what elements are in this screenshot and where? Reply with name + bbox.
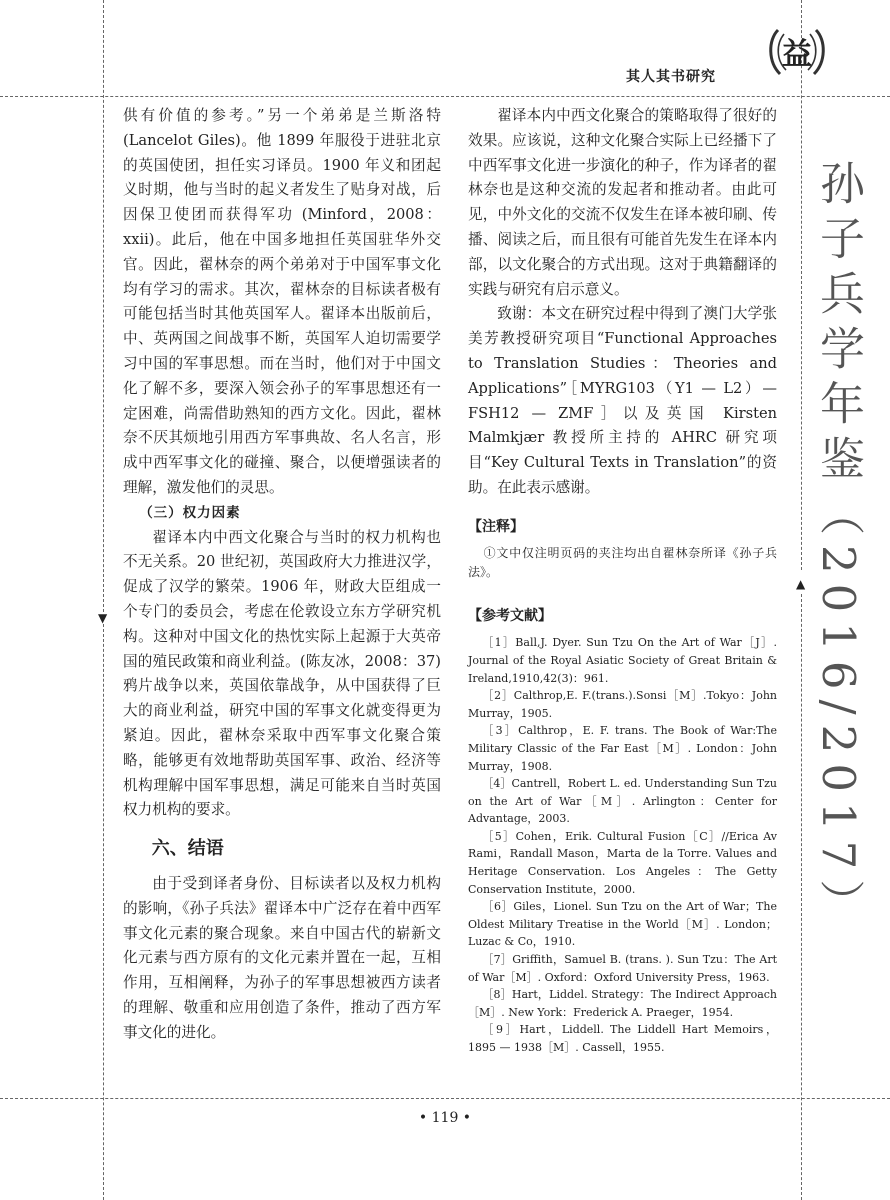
reference-item: ［8］Hart，Liddel. Strategy：The Indirect Approach［M］. New York：Frederick A. Praeger，1954.: [468, 988, 777, 1019]
header-dashed-rule: [0, 96, 890, 97]
reference-item: ［2］Calthrop,E. F.(trans.).Sonsi［M］.Tokyo：John Murray，1905.: [468, 689, 777, 720]
reference-item: ［9］Hart，Liddell. The Liddell Hart Memoirs，1895 — 1938［M］. Cassell，1955.: [468, 1023, 777, 1054]
right-text-column: [468, 104, 777, 1057]
reference-item: ［5］Cohen，Erik. Cultural Fusion［C］//Erica Av Rami，Randall Mason，Marta de la Torre. Values and Heritage Conservation. Los Angeles：The Getty Conservation Institute，2000.: [468, 829, 778, 896]
right-paragraph-1: 翟译本内中西文化聚合的策略取得了很好的效果。应该说，这种文化聚合实际上已经播下了中西军事文化进一步演化的种子，作为译者的翟林奈也是这种交流的发起者和推动者。由此可见，中外文化的交流不仅发生在译本被印刷、传播、阅读之后，而且很有可能首先发生在译本内部，以文化聚合的方式出现。这对于典籍翻译的实践与研究有启示意义。: [468, 107, 777, 298]
left-margin-dash-top: [103, 0, 104, 612]
subsection-heading-power-factors: （三）权力因素: [139, 504, 241, 521]
journal-seal-icon: [764, 22, 830, 80]
section-heading-conclusion: 六、结语: [151, 838, 224, 860]
journal-vertical-title: 孙子兵学年鉴（2016/2017）: [812, 160, 865, 935]
reference-item: ［7］Griffith，Samuel B. (trans. ). Sun Tzu：The Art of War［M］. Oxford：Oxford University Press，1963.: [468, 953, 778, 984]
left-paragraph-1: 供有价值的参考。”另一个弟弟是兰斯洛特(Lancelot Giles)。他 1899 年服役于进驻北京的英国使团，担任实习译员。1900 年义和团起义时期，他与当时的起义者发生了贴身对战，后因保卫使团而获得军功 (Minford，2008：xxii)。此后，他在中国多地担任英国驻华外交官。因此，翟林奈的两个弟弟对于中国军事文化均有学习的需求。其次，翟林奈的目标读者极有可能包括当时其他英国军人。翟译本出版前后，中、英两国之间战事不断，英国军人迫切需要学习中国的军事思想。而在当时，他们对于中国文化了解不多，要深入领会孙子的军事思想还有一定困难，尚需借助熟知的西方文化。因此，翟林奈不厌其烦地引用西方军事典故、名人名言，形成中西军事文化的碰撞、聚合，以便增强读者的理解，激发他们的灵思。: [123, 107, 441, 496]
left-text-column: [123, 104, 441, 1045]
acknowledgement-paragraph: 致谢：本文在研究过程中得到了澳门大学张美芳教授研究项目“Functional Approaches to Translation Studies：Theories and Applications”［MYRG103（Y1 — L2）— FSH12 — ZMF］以及英国 Kirsten Malmkjær 教授所主持的 AHRC 研究项目“Key Cultural Texts in Translation”的资助。在此表示感谢。: [468, 305, 777, 496]
left-paragraph-3: 由于受到译者身份、目标读者以及权力机构的影响，《孙子兵法》翟译本中广泛存在着中西军事文化元素的聚合现象。来自中国古代的崭新文化元素与西方原有的文化元素并置在一起，互相作用，互相阐释，为孙子的军事思想被西方读者的理解、敬重和应用创造了条件，推动了西方军事文化的进化。: [123, 874, 441, 1041]
left-paragraph-2: 翟译本内中西文化聚合与当时的权力机构也不无关系。20 世纪初，英国政府大力推进汉学，促成了汉学的繁荣。1906 年，财政大臣组成一个专门的委员会，考虑在伦敦设立东方学研究机构。这种对中国文化的热忱实际上起源于大英帝国的殖民政策和商业利益。(陈友冰，2008：37) 鸦片战争以来，英国依靠战争，从中国获得了巨大的商业利益，研究中国的军事文化就变得更为紧迫。因此，翟林奈采取中西军事文化聚合策略，能够更有效地帮助英国军事、政治、经济等机构理解中国军事思想，满足可能来自当时英国权力机构的要求。: [123, 528, 441, 819]
references-heading: 【参考文献】: [468, 607, 552, 624]
reference-item: ［3］Calthrop，E. F. trans. The Book of War:The Military Classic of the Far East［M］. London：John Murray，1908.: [468, 724, 777, 773]
notes-heading: 【注释】: [468, 518, 524, 535]
page-number: • 119 •: [418, 1110, 472, 1126]
reference-item: ［4］Cantrell，Robert L. ed. Understanding Sun Tzu on the Art of War［M］. Arlington：Center for Advantage，2003.: [468, 777, 777, 826]
running-title: 其人其书研究: [626, 69, 716, 85]
reference-item: ［6］Giles，Lionel. Sun Tzu on the Art of War；The Oldest Military Treatise in the World［M］. London；Luzac & Co，1910.: [468, 900, 777, 949]
up-triangle-icon: ▲: [796, 577, 806, 591]
seal-glyph: 益: [782, 37, 812, 72]
reference-list: [468, 634, 777, 1056]
footer-dashed-rule: [0, 1098, 890, 1099]
down-triangle-icon: ▼: [98, 611, 108, 625]
right-margin-dash-top: [801, 0, 802, 570]
note-item: ①文中仅注明页码的夹注均出自翟林奈所译《孙子兵法》。: [468, 545, 777, 579]
reference-item: ［1］Ball,J. Dyer. Sun Tzu On the Art of War［J］. Journal of the Royal Asiatic Society of Great Britain & Ireland,1910,42(3)：961.: [468, 636, 778, 685]
